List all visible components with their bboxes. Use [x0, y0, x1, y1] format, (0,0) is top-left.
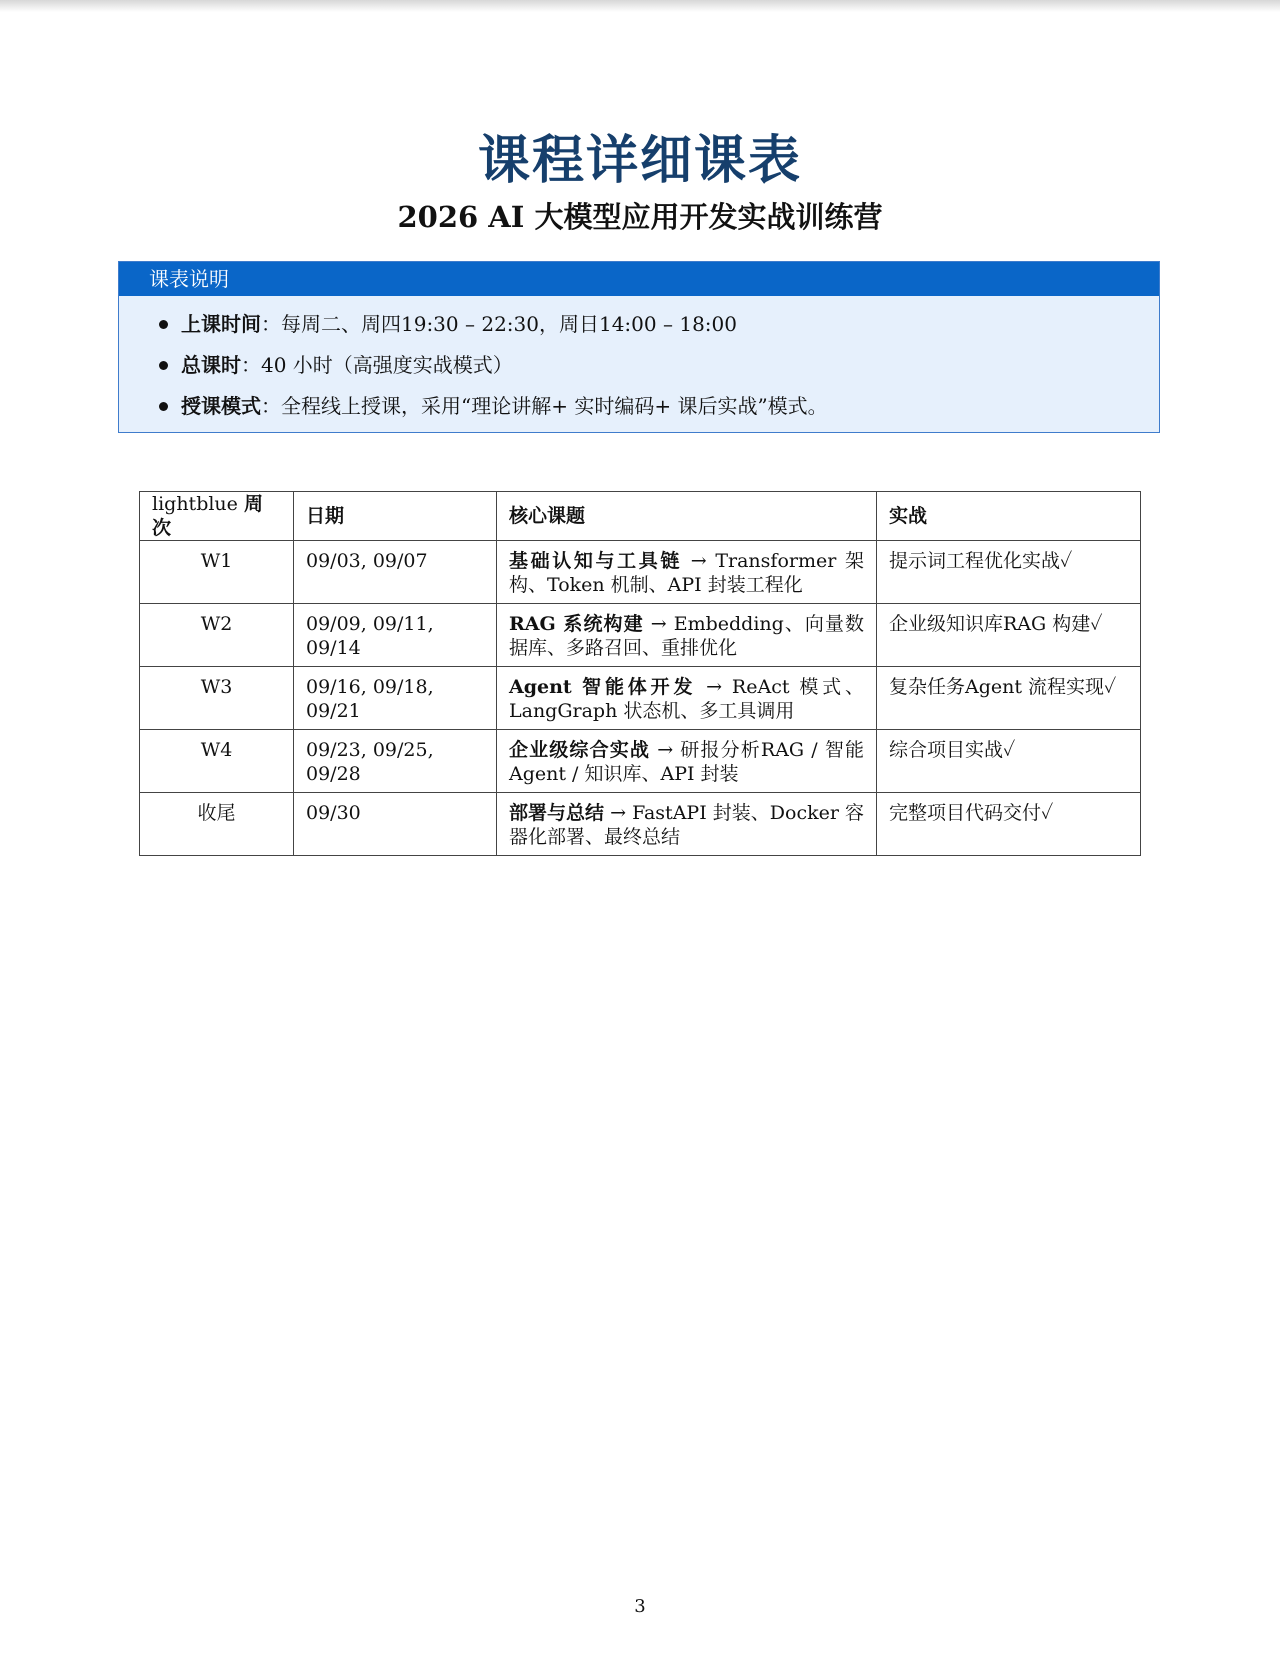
cell-date: 09/09, 09/11, 09/14 [294, 604, 497, 667]
header-topic-label: 核心课题 [509, 505, 586, 527]
cell-practice: 提示词工程优化实战✓ [877, 541, 1141, 604]
cell-topic [497, 730, 877, 793]
schedule-notice-box [118, 261, 1160, 433]
topic-title: Agent 智能体开发 [509, 676, 697, 698]
cell-date: 09/03, 09/07 [294, 541, 497, 604]
schedule-table [139, 491, 1141, 856]
cell-topic [497, 541, 877, 604]
notice-item-total-hours [159, 345, 1159, 386]
notice-text: ：40 小时（高强度实战模式） [241, 353, 513, 377]
header-date-label: 日期 [306, 505, 345, 527]
page-number: 3 [634, 1596, 646, 1617]
topic-text: → Embedding、向量数据库、多路召回、重排优化 [509, 613, 865, 659]
header-topic [497, 492, 877, 541]
notice-label: 授课模式 [181, 394, 261, 418]
cell-practice: 企业级知识库RAG 构建✓ [877, 604, 1141, 667]
topic-text: → 研报分析RAG / 智能Agent / 知识库、API 封装 [509, 739, 864, 785]
notice-label: 上课时间 [181, 312, 261, 336]
cell-week: W4 [140, 730, 294, 793]
topic-title: RAG 系统构建 [509, 613, 644, 635]
cell-topic [497, 793, 877, 856]
header-week [140, 492, 294, 541]
header-practice-label: 实战 [889, 505, 928, 527]
cell-topic [497, 604, 877, 667]
cell-week: W1 [140, 541, 294, 604]
cell-practice: 完整项目代码交付✓ [877, 793, 1141, 856]
cell-week: 收尾 [140, 793, 294, 856]
cell-week: W2 [140, 604, 294, 667]
topic-title: 企业级综合实战 [509, 739, 651, 761]
header-week-prefix: lightblue [152, 493, 244, 515]
page-top-shadow [0, 0, 1280, 12]
notice-label: 总课时 [181, 353, 241, 377]
notice-list [119, 296, 1159, 427]
table-header-row [140, 492, 1141, 541]
topic-text: → ReAct 模式、LangGraph 状态机、多工具调用 [509, 676, 864, 722]
header-week-label: 周次 [152, 493, 263, 539]
page-subtitle: 2026 AI 大模型应用开发实战训练营 [397, 200, 883, 234]
table-row [140, 667, 1141, 730]
page-title: 课程详细课表 [477, 130, 802, 191]
cell-date: 09/16, 09/18, 09/21 [294, 667, 497, 730]
bullet-icon [159, 402, 168, 411]
cell-week: W3 [140, 667, 294, 730]
cell-date: 09/30 [294, 793, 497, 856]
bullet-icon [159, 361, 168, 370]
cell-practice: 复杂任务Agent 流程实现✓ [877, 667, 1141, 730]
cell-date: 09/23, 09/25, 09/28 [294, 730, 497, 793]
notice-item-teaching-mode [159, 386, 1159, 427]
header-practice [877, 492, 1141, 541]
bullet-icon [159, 320, 168, 329]
notice-text: ：每周二、周四19:30 – 22:30，周日14:00 – 18:00 [261, 312, 737, 336]
topic-text: → Transformer 架构、Token 机制、API 封装工程化 [509, 550, 864, 596]
table-row [140, 604, 1141, 667]
notice-text: ：全程线上授课，采用“理论讲解+ 实时编码+ 课后实战”模式。 [261, 394, 828, 418]
header-date [294, 492, 497, 541]
cell-topic [497, 667, 877, 730]
topic-text: → FastAPI 封装、Docker 容器化部署、最终总结 [509, 802, 864, 848]
topic-title: 部署与总结 [509, 802, 605, 824]
cell-practice: 综合项目实战✓ [877, 730, 1141, 793]
notice-header: 课表说明 [119, 262, 1159, 296]
topic-title: 基础认知与工具链 [509, 550, 683, 572]
table-row [140, 541, 1141, 604]
notice-item-class-time [159, 304, 1159, 345]
table-row [140, 793, 1141, 856]
table-row [140, 730, 1141, 793]
